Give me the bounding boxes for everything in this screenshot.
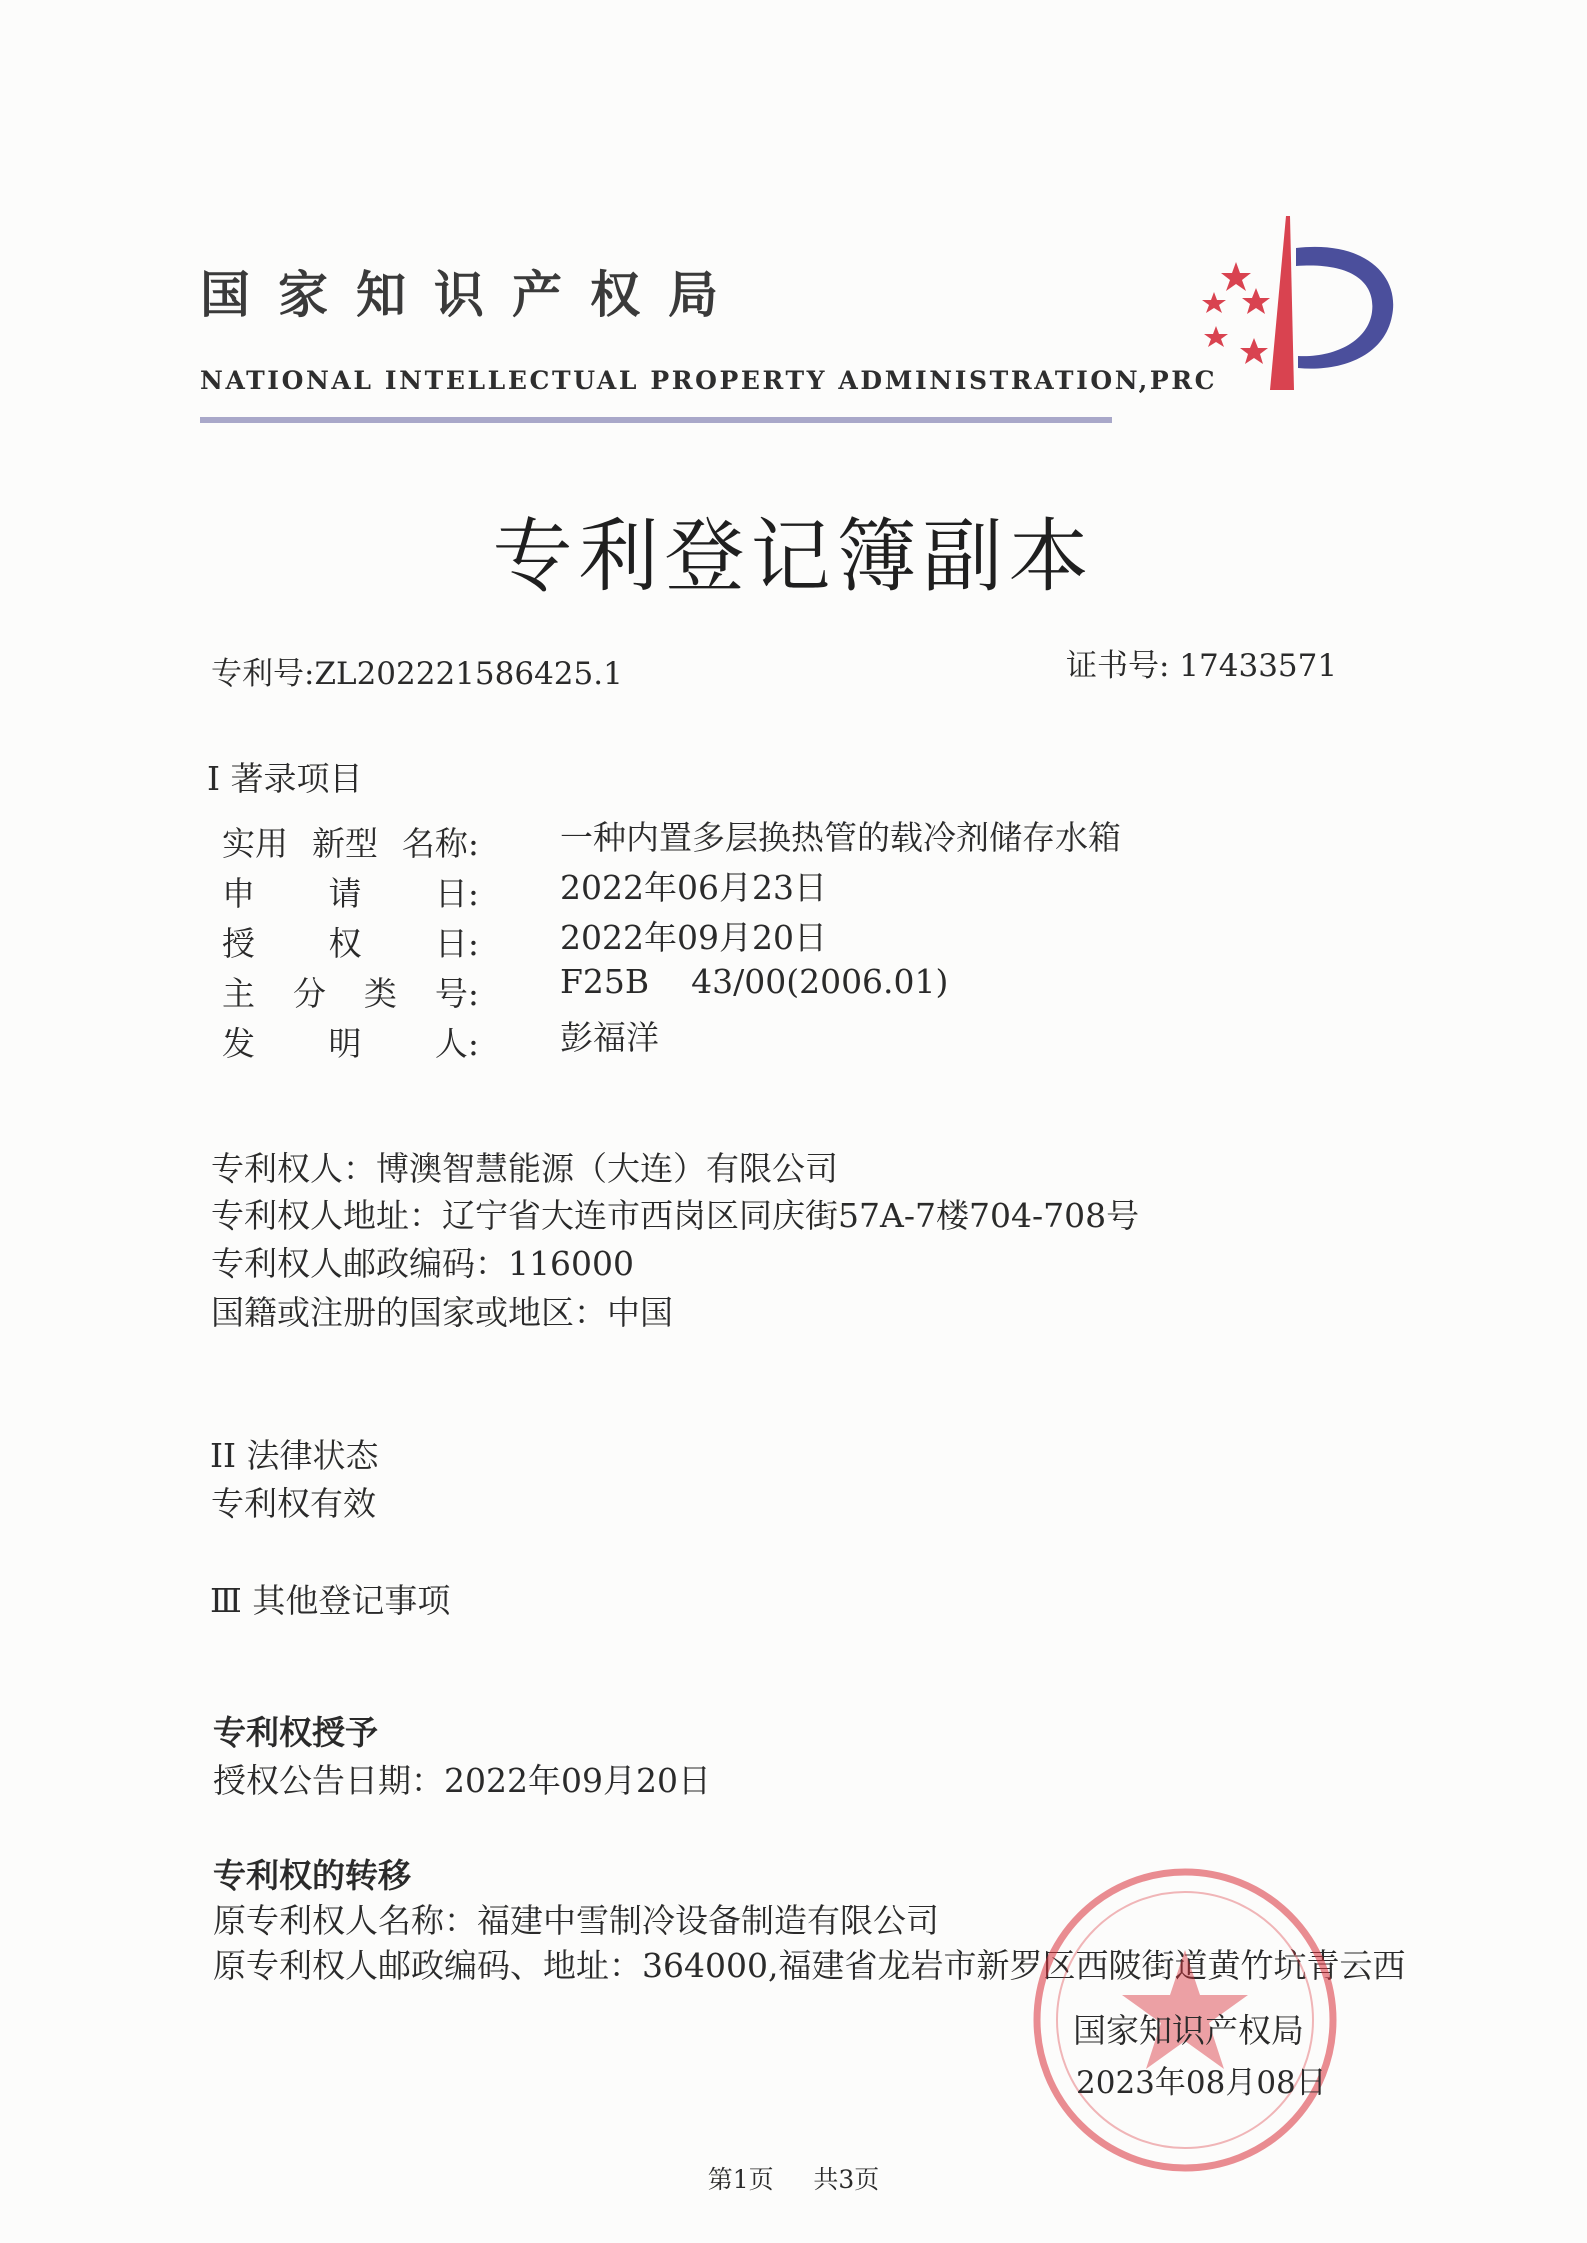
bib-label-inventor: 发 明 人:	[222, 1024, 479, 1063]
bib-value-filing-date: 2022年06月23日	[560, 868, 827, 907]
section-2-heading: II 法律状态	[210, 1436, 379, 1475]
page-total: 共3页	[813, 2165, 880, 2194]
header-divider	[200, 417, 1112, 423]
org-name-cn: 国家知识产权局	[200, 265, 746, 324]
section-3-heading: Ⅲ 其他登记事项	[210, 1581, 451, 1620]
grant-heading: 专利权授予	[213, 1713, 378, 1752]
transfer-heading: 专利权的转移	[213, 1856, 411, 1895]
bib-value-grant-date: 2022年09月20日	[560, 918, 827, 957]
page-footer	[0, 2160, 1587, 2196]
patentee-postcode: 专利权人邮政编码：116000	[211, 1244, 634, 1283]
page-number: 第1页	[707, 2165, 774, 2194]
section-1-heading: I 著录项目	[207, 759, 363, 798]
certificate-number: 证书号: 17433571	[1066, 648, 1338, 684]
grant-announcement-date: 授权公告日期：2022年09月20日	[213, 1761, 711, 1800]
patent-number: 专利号:ZL202221586425.1	[211, 656, 623, 692]
seal-org: 国家知识产权局	[1073, 2011, 1304, 2050]
patentee-country: 国籍或注册的国家或地区：中国	[211, 1293, 673, 1332]
patentee-address: 专利权人地址：辽宁省大连市西岗区同庆街57A-7楼704-708号	[211, 1196, 1140, 1235]
original-patentee-name: 原专利权人名称：福建中雪制冷设备制造有限公司	[213, 1901, 939, 1940]
bib-value-name: 一种内置多层换热管的载冷剂储存水箱	[560, 818, 1121, 857]
bib-value-inventor: 彭福洋	[560, 1018, 659, 1057]
bib-value-classification: F25B 43/00(2006.01)	[560, 962, 949, 1001]
legal-status: 专利权有效	[211, 1484, 376, 1523]
bib-label-name: 实用 新型 名称:	[222, 824, 479, 863]
org-name-en: NATIONAL INTELLECTUAL PROPERTY ADMINISTRATION,PRC	[200, 366, 1218, 395]
patentee: 专利权人：博澳智慧能源（大连）有限公司	[211, 1149, 838, 1188]
original-patentee-address: 原专利权人邮政编码、地址：364000,福建省龙岩市新罗区西陂街道黄竹坑青云西	[213, 1946, 1406, 1985]
document-title: 专利登记簿副本	[492, 510, 1095, 603]
bib-label-classification: 主 分 类 号:	[222, 974, 479, 1013]
cnipa-logo-icon	[1168, 208, 1410, 398]
bib-label-grant-date: 授 权 日:	[222, 924, 479, 963]
bib-label-filing-date: 申 请 日:	[222, 874, 479, 913]
seal-date: 2023年08月08日	[1076, 2065, 1327, 2101]
